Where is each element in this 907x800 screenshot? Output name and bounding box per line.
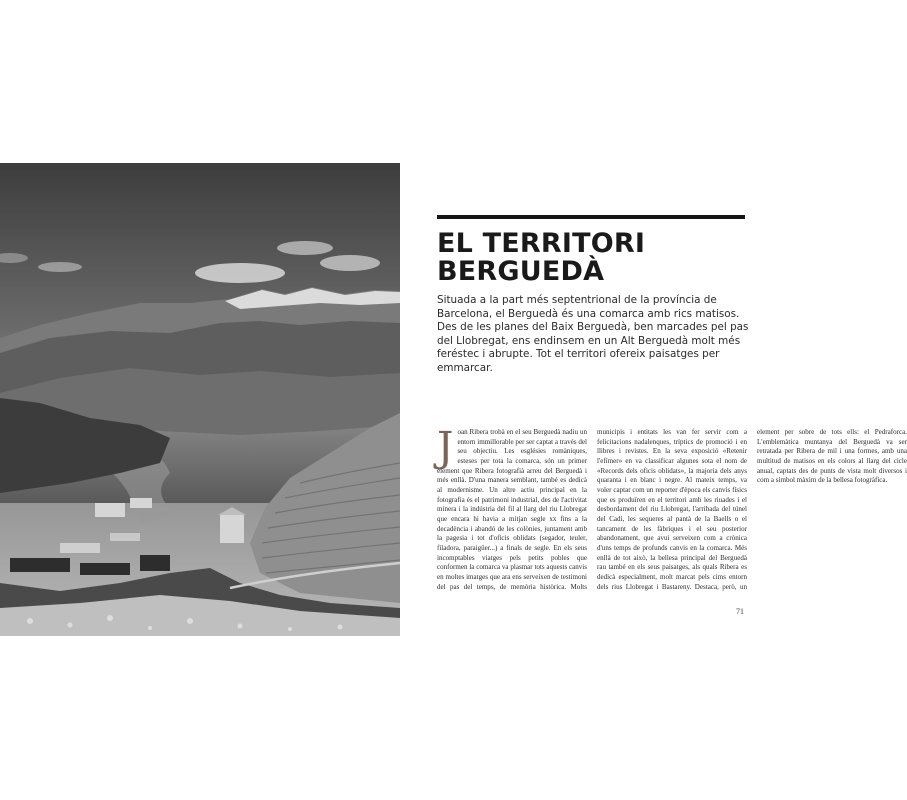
dropcap: J — [437, 423, 454, 471]
title-line-2: BERGUEDÀ — [437, 256, 605, 287]
page-number: 71 — [736, 607, 744, 616]
title-line-1: EL TERRITORI — [437, 228, 646, 259]
landscape-photo — [0, 163, 400, 636]
body-text — [437, 423, 907, 598]
lead-paragraph: Situada a la part més septentrional de la província de Barcelona, el Berguedà és una comarca amb rics matisos. Des de les planes del Baix Berguedà, ben marcades pel pas del Llobregat, ens endinsem en un Alt Berguedà molt més feréstec i abrupte. Tot el territori ofereix paisatges per emmarcar. — [437, 294, 749, 374]
page-title — [437, 230, 757, 286]
body-paragraph: oan Ribera trobà en el seu Berguedà nadiu un entorn immillorable per ser captat a través del seu objectiu. Les esglésies romàniques, esteses per tota la comarca, són un primer element que Ribera fotografià arreu del Berguedà i més enllà. D'una manera semblant, també es dedicà al modernisme. Un altre actiu principal en la fotografia és el patrimoni industrial, des de l'activitat minera i la indústria del fil al llarg del riu Llobregat que encara hi havia a mitjan segle xx fins a la decadència i abandó de les colònies, juntament amb la pagesia i tot d'oficis oblidats (segador, teuler, filadora, paraigüer...) a finals de segle. En els seus incomptables viatges pels petits pobles que conformen la comarca va plasmar tots aquests canvis en moltes imatges que ara ens serveixen de testimoni del pas del temps, de memòria històrica. Molts municipis i entitats les van fer servir com a felicitacions nadalenques, tríptics de promoció i en llibres i revistes. En la seva exposició «Retenir l'efímer» en va classificar algunes sota el nom de «Records dels oficis oblidats», la majoria dels anys quaranta i en blanc i negre. Al mateix temps, va voler captar com un reporter d'època els canvis físics que es produïren en el territori amb les riuades i el desbordament del riu Llobregat, l'arribada del túnel del Cadí, les sequeres al pantà de la Baells o el tancament de les fàbriques i el seu posterior abandonament, que avui serveixen com a crònica d'uns temps de profunds canvis en la comarca. Més enllà de tot això, la bellesa principal del Berguedà rau també en els seus paisatges, als quals Ribera es dedicà especialment, molt marcat pels cims entorn dels rius Llobregat i Bastareny. Destaca, però, un element per sobre de tots ells: el Pedraforca. L'emblemàtica muntanya del Berguedà va ser retratada per Ribera de mil i una formes, amb una multitud de matisos en els colors al llarg del cicle anual, captats des de punts de vista molt diversos i com a símbol màxim de la bellesa fotogràfica. — [437, 428, 907, 591]
header-rule — [437, 215, 745, 219]
